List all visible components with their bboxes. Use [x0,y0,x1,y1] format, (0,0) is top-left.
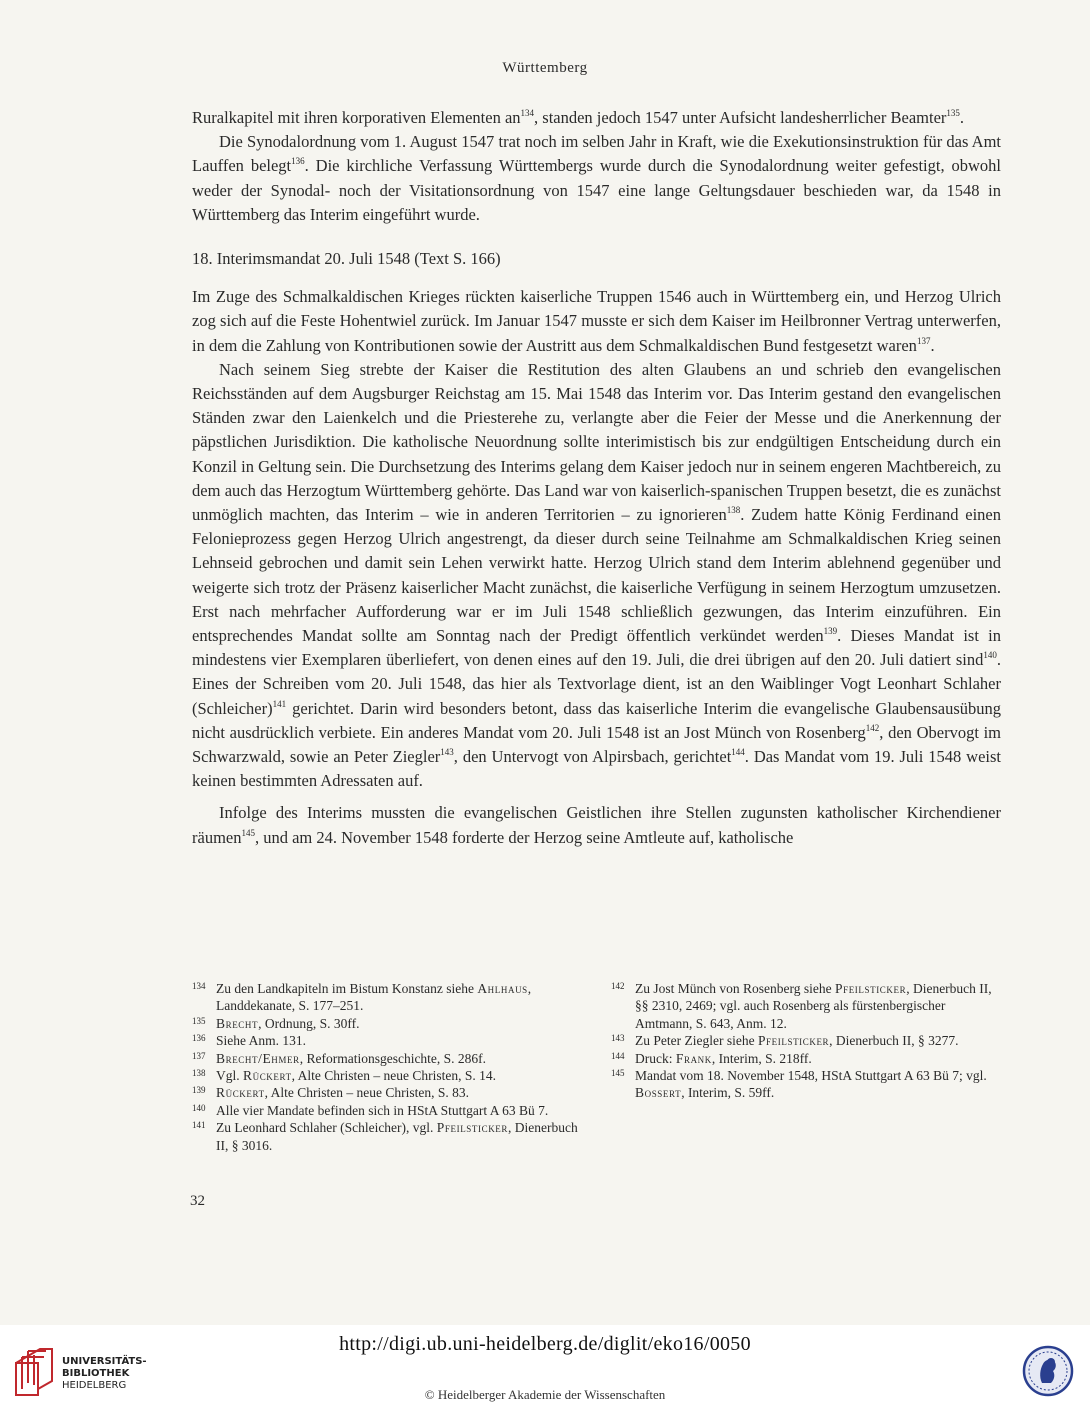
footnote-ref[interactable]: 141 [272,698,287,709]
page-number: 32 [190,1193,205,1209]
academy-seal-icon [1022,1345,1074,1397]
copyright-notice: © Heidelberger Akademie der Wissenschaften [424,1387,666,1402]
footnote: 136 Siehe Anm. 131. [192,1033,306,1049]
footnote-number: 140 [192,1102,206,1113]
running-head: Württemberg [502,60,588,76]
paragraph: Die Synodalordnung vom 1. August 1547 trat noch im selben Jahr in Kraft, wie die Exekutionsinstruktion für das Amt Lauffen belegt$^{136}$. Die kirchliche Verfassung Württembergs wurde durch die Synodalordnung weiter gefestigt, obwohl weder der Synodal- noch der Visitationsordnung von 1547 eine lange Geltungsdauer beschieden war, da 1548 in Württemberg das Interim eingeführt wurde. [192,132,1001,224]
footnote-number: 137 [192,1050,206,1061]
footnote-number: 134 [192,981,206,991]
paragraph: Nach seinem Sieg strebte der Kaiser die Restitution des alten Glaubens an und schrieb den evangelischen Reichsständen auf dem Augsburger Reichstag am 15. Mai 1548 das Interim vor. Das Interim gestand den evangelischen Ständen zwar den Laienkelch und die Priesterehe zu, verlangte aber die Feier der Messe und die Anerkennung der päpstlichen Jurisdiktion. Die katholische Neuordnung sollte interimistisch bis zur endgültigen Entscheidung durch ein Konzil in Geltung sein. Die Durchsetzung des Interims gelang dem Kaiser jedoch nur in seinem engeren Machtbereich, zu dem auch das Herzogtum Württemberg gehörte. Das Land war von kaiserlich-spanischen Truppen besetzt, die es zunächst unmöglich machten, das Interim – wie in anderen Territorien – zu ignorieren$^{138}$. Zudem hatte König Ferdinand einen Felonieprozess gegen Herzog Ulrich angestrengt, da dieser durch seine Teilnahme am Schmalkaldischen Krieg seinen Lehnseid gebrochen und damit sein Lehen verwirkt hatte. Herzog Ulrich stand dem Interim ablehnend gegenüber und weigerte sich trotz der Präsenz kaiserlicher Macht zunächst, die kaiserliche Verfügung in seinem Herzogtum umzusetzen. Erst nach mehrfacher Aufforderung war er im Juli 1548 schließlich gezwungen, das Interim einzuführen. Ein entsprechendes Mandat sollte am Sonntag nach der Predigt öffentlich verkündet werden$^{139}$. Dieses Mandat ist in mindestens vier Exemplaren überliefert, von denen eines auf den 19. Juli, die drei übrigen auf den 20. Juli datiert sind$^{140}$. Eines der Schreiben vom 20. Juli 1548, das hier als Textvorlage dient, ist an den Waiblinger Vogt Leonhart Schlaher (Schleicher)$^{141}$ gerichtet. Darin wird besonders betont, dass das kaiserliche Interim die evangelische Glaubensausübung nicht ausdrücklich verbiete. Ein anderes Mandat vom 20. Juli 1548 ist an Jost Münch von Rosenberg$^{142}$, den Obervogt im Schwarzwald, sowie an Peter Ziegler$^{143}$, den Untervogt von Alpirsbach, gerichtet$^{144}$. Das Mandat vom 19. Juli 1548 weist keinen bestimmten Adressaten auf. [192,359,1002,791]
footnote: 142 Zu Jost Münch von Rosenberg siehe Pfeilsticker, Dienerbuch II, §§ 2310, 2469; vgl. auch Rosenberg als fürstenbergischer Amtmann, S. 643, Anm. 12. [611,981,992,1031]
footnote: 135 Brecht, Ordnung, S. 30ff. [192,1015,360,1031]
footnotes-left-column [192,980,582,1154]
footnote-ref[interactable]: 144 [731,747,745,758]
footnote-number: 136 [192,1033,206,1044]
section-heading: 18. Interimsmandat 20. Juli 1548 (Text S. 166) [192,249,501,269]
footnote: 144 Druck: Frank, Interim, S. 218ff. [611,1050,812,1066]
main-text [192,106,1001,850]
footnote-ref[interactable]: 140 [983,650,997,661]
footnote: 145 Mandat vom 18. November 1548, HStA Stuttgart A 63 Bü 7; vgl. Bossert, Interim, S. 59ff. [611,1068,987,1101]
footnote-ref[interactable]: 137 [916,335,931,346]
permalink-url[interactable]: http://digi.ub.uni-heidelberg.de/diglit/eko16/0050 [339,1333,751,1355]
footnote: 137 Brecht/Ehmer, Reformationsgeschichte, S. 286f. [192,1050,487,1066]
paragraph: Infolge des Interims mussten die evangelischen Geistlichen ihre Stellen zugunsten katholischer Kirchendiener räumen$^{145}$, und am 24. November 1548 forderte der Herzog seine Amtleute auf, katholische [192,803,1001,847]
library-name: UNIVERSITÄTS- BIBLIOTHEK HEIDELBERG [62,1356,147,1391]
footnote: 138 Vgl. Rückert, Alte Christen – neue Christen, S. 14. [192,1068,497,1084]
footnote-ref[interactable]: 143 [440,747,454,758]
footnote-ref[interactable]: 138 [726,505,741,516]
footnote-number: 144 [611,1050,625,1061]
footnote-ref[interactable]: 142 [865,722,880,733]
footnotes [192,980,1001,1154]
paragraph: Ruralkapitel mit ihren korporativen Elementen $an^{134}$, standen jedoch 1547 unter Aufsicht landesherrlicher Beamter$^{135}$. [192,108,965,127]
footnote-number: 135 [192,1015,206,1026]
footnote-number: 138 [192,1068,206,1079]
footnote: 141 Zu Leonhard Schlaher (Schleicher), vgl. Pfeilsticker, Dienerbuch II, § 3016. [192,1120,578,1153]
footnote: 139 Rückert, Alte Christen – neue Christen, S. 83. [192,1085,470,1101]
footnote: 140 Alle vier Mandate befinden sich in HStA Stuttgart A 63 Bü 7. [192,1102,549,1118]
footnote: 143 Zu Peter Ziegler siehe Pfeilsticker, Dienerbuch II, § 3277. [611,1033,959,1049]
footnote: 134 Zu den Landkapiteln im Bistum Konstanz siehe Ahlhaus, Landdekanate, S. 177–251. [192,981,532,1014]
footnote-ref[interactable]: 136 [291,156,305,167]
paragraph: Im Zuge des Schmalkaldischen Krieges rückten kaiserliche Truppen 1546 auch in Württemberg ein, und Herzog Ulrich zog sich auf die Feste Hohentwiel zurück. Im Januar 1547 musste er sich dem Kaiser im Heilbronner Vertrag unterwerfen, in dem die Zahlung von Kontributionen sowie der Austritt aus dem Schmalkaldischen Bund festgesetzt waren$^{137}$. [192,287,1001,355]
footnote-ref[interactable]: 135 [946,108,960,118]
footnote-number: 139 [192,1085,206,1096]
footnote-number: 142 [611,981,625,991]
footnote-ref[interactable]: 145 [241,827,255,838]
footnotes-right-column [611,980,1001,1154]
footnote-number: 141 [192,1120,206,1131]
footnote-ref[interactable]: 134 [520,108,535,118]
footnote-ref[interactable]: 139 [823,626,838,637]
footnote-number: 145 [611,1068,625,1079]
footnote-number: 143 [611,1033,625,1044]
